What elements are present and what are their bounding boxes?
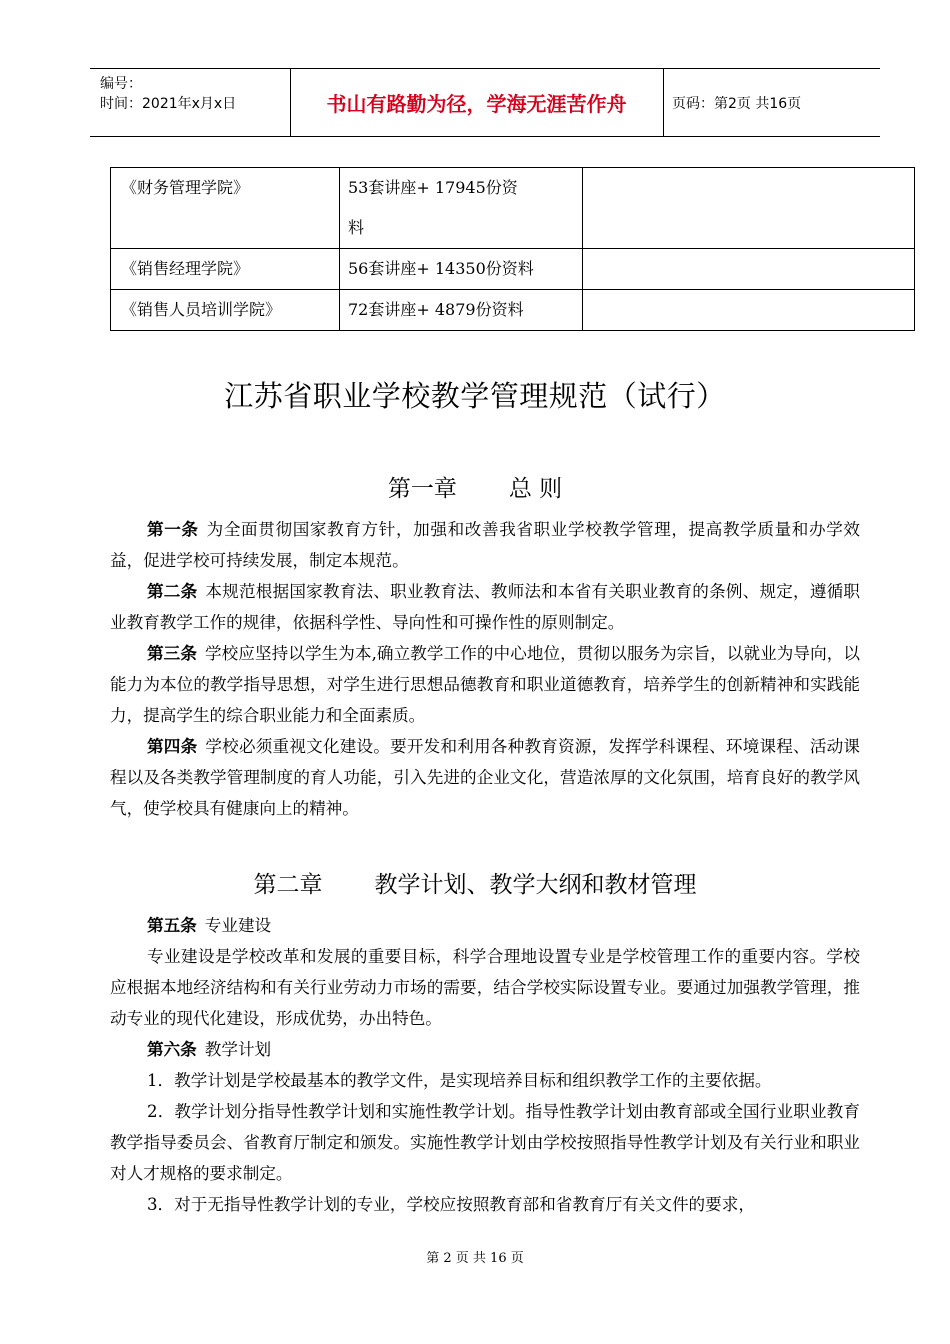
table-row [111, 249, 915, 290]
article-text: 本规范根据国家教育法、职业教育法、教师法和本省有关职业教育的条例、规定，遵循职业教育教学工作的规律，依据科学性、导向性和可操作性的原则制定。 [110, 582, 861, 632]
list-item: 3．对于无指导性教学计划的专业，学校应按照教育部和省教育厅有关文件的要求， [147, 1195, 755, 1214]
table-cell-content-line: 53套讲座+ 17945份资 [348, 178, 518, 197]
table-cell-extra [583, 168, 915, 249]
number-label: 编号： [100, 76, 142, 92]
table-cell-content: 56套讲座+ 14350份资料 [340, 249, 583, 290]
article-label: 第一条 [147, 520, 199, 539]
article-text: 学校应坚持以学生为本,确立教学工作的中心地位，贯彻以服务为宗旨，以就业为导向，以能力为本位的教学指导思想，对学生进行思想品德教育和职业道德教育，培养学生的创新精神和实践能力，提高学生的综合职业能力和全面素质。 [110, 644, 860, 725]
table-cell-name: 《财务管理学院》 [111, 168, 340, 249]
article-title: 教学计划 [204, 1040, 272, 1059]
list-item: 2．教学计划分指导性教学计划和实施性教学计划。指导性教学计划由教育部或全国行业职业教育教学指导委员会、省教育厅制定和颁发。实施性教学计划由学校按照指导性教学计划及有关行业和职业对人才规格的要求制定。 [110, 1102, 860, 1183]
chapter-heading [0, 866, 950, 899]
article-text: 为全面贯彻国家教育方针，加强和改善我省职业学校教学管理，提高教学质量和办学效益，促进学校可持续发展，制定本规范。 [110, 520, 861, 570]
page-header [90, 68, 880, 137]
chapter-name: 总 则 [508, 476, 563, 502]
table-cell-content-line: 料 [348, 218, 365, 237]
table-row [111, 290, 915, 331]
chapter-heading [0, 470, 950, 503]
table-cell-extra [583, 290, 915, 331]
document-title: 江苏省职业学校教学管理规范（试行） [224, 379, 726, 413]
time-label: 时间：2021年x月x日 [100, 96, 237, 112]
chapter-number: 第一章 [387, 476, 457, 502]
article-label: 第五条 [147, 916, 197, 935]
article-paragraph [110, 731, 860, 824]
article-paragraph [110, 514, 860, 576]
page-footer: 第 2 页 共 16 页 [426, 1251, 524, 1266]
list-item: 1．教学计划是学校最基本的教学文件，是实现培养目标和组织教学工作的主要依据。 [147, 1071, 772, 1090]
chapter-1-body [110, 514, 860, 824]
article-label: 第六条 [147, 1040, 197, 1059]
article-label: 第三条 [147, 644, 197, 663]
article-paragraph [110, 576, 860, 638]
header-motto: 书山有路勤为径，学海无涯苦作舟 [290, 69, 664, 136]
chapter-name: 教学计划、教学大纲和教材管理 [374, 872, 697, 898]
lecture-table [110, 167, 915, 331]
article-text: 学校必须重视文化建设。要开发和利用各种教育资源，发挥学科课程、环境课程、活动课程以及各类教学管理制度的育人功能，引入先进的企业文化，营造浓厚的文化氛围，培育良好的教学风气，使学校具有健康向上的精神。 [110, 737, 861, 818]
table-row [111, 168, 915, 249]
chapter-2-body [110, 910, 860, 1220]
chapter-number: 第二章 [253, 872, 323, 898]
article-heading [110, 910, 860, 941]
article-text: 专业建设是学校改革和发展的重要目标，科学合理地设置专业是学校管理工作的重要内容。学校应根据本地经济结构和有关行业劳动力市场的需要，结合学校实际设置专业。要通过加强教学管理，推动专业的现代化建设，形成优势，办出特色。 [110, 947, 860, 1028]
article-paragraph [110, 638, 860, 731]
table-cell-extra [583, 249, 915, 290]
header-meta [90, 69, 291, 136]
header-page-label: 页码：第2页 共16页 [672, 95, 802, 112]
table-cell-name: 《销售经理学院》 [111, 249, 340, 290]
table-cell-name: 《销售人员培训学院》 [111, 290, 340, 331]
table-cell-content: 72套讲座+ 4879份资料 [340, 290, 583, 331]
article-heading [110, 1034, 860, 1065]
article-label: 第四条 [147, 737, 198, 756]
article-label: 第二条 [147, 582, 198, 601]
table-cell-content [340, 168, 583, 249]
article-title: 专业建设 [204, 916, 272, 935]
